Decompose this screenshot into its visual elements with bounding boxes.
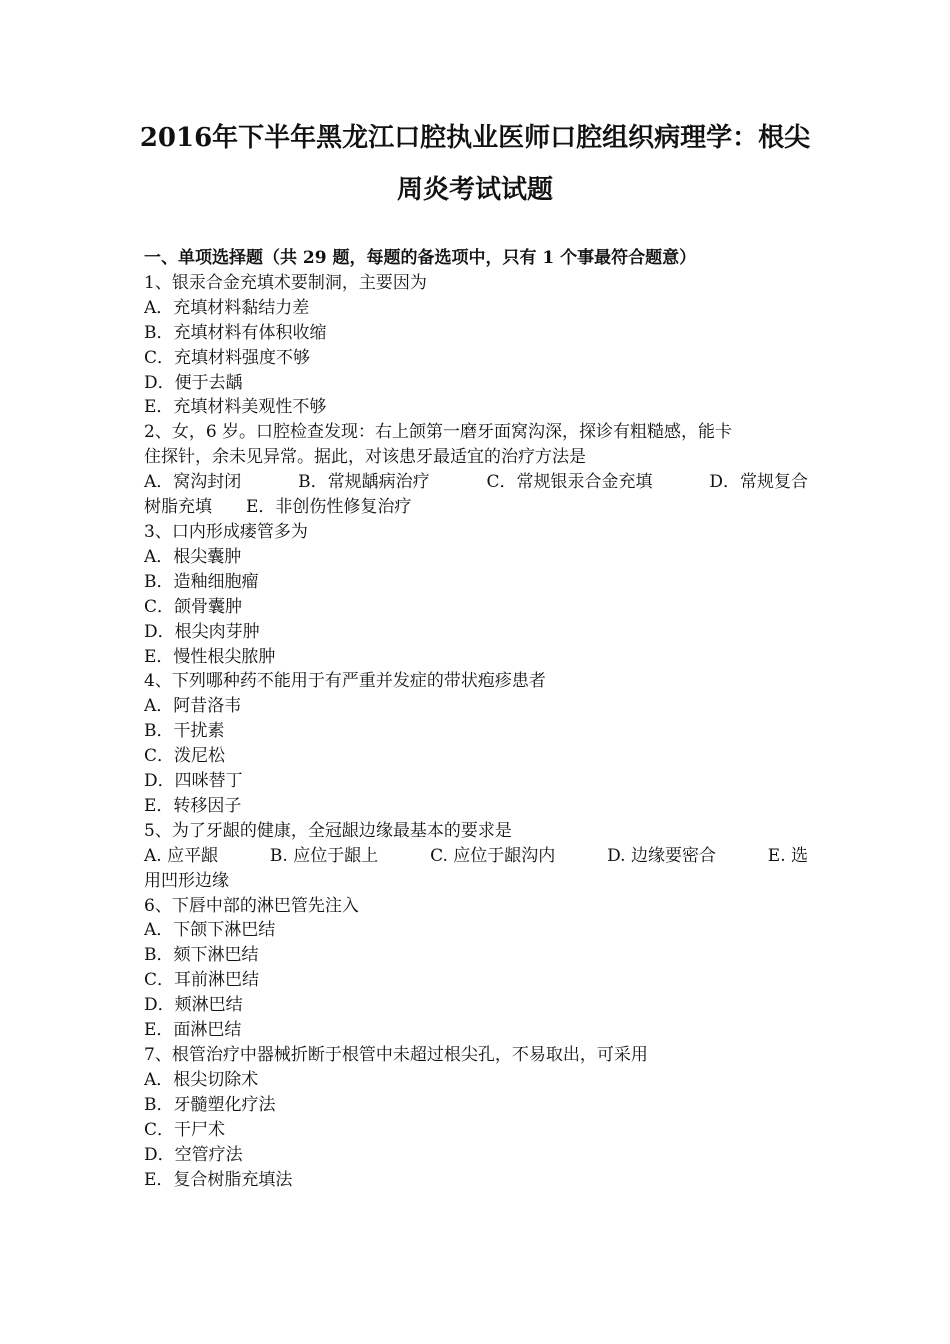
answer-option: A．下颌下淋巴结 — [144, 920, 276, 941]
answer-option: B. 应位于龈上 — [269, 845, 379, 866]
answer-option: D. 边缘要密合 — [607, 845, 716, 866]
answer-options-row — [144, 470, 808, 495]
answer-option: C．耳前淋巴结 — [144, 970, 260, 991]
answer-option: A．阿昔洛韦 — [144, 696, 242, 717]
question-stem: 7、根管治疗中器械折断于根管中未超过根尖孔，不易取出，可采用 — [144, 1045, 648, 1065]
answer-option: A．根尖囊肿 — [144, 546, 242, 567]
answer-option: B．颏下淋巴结 — [144, 945, 259, 966]
question-stem: 4、下列哪种药不能用于有严重并发症的带状疱疹患者 — [144, 671, 546, 692]
section-heading: 一、单项选择题（共 29 题，每题的备选项中，只有 1 个事最符合题意） — [144, 248, 697, 268]
answer-option: C．常规银汞合金充填 — [486, 472, 653, 493]
question-stem: 1、银汞合金充填术要制洞，主要因为 — [144, 272, 427, 293]
answer-option: D．颊淋巴结 — [144, 995, 243, 1016]
title-line-2: 周炎考试试题 — [396, 175, 553, 205]
answer-option: C．充填材料强度不够 — [144, 347, 311, 368]
question-stem: 6、下唇中部的淋巴管先注入 — [144, 895, 359, 916]
title-line-1: 2016年下半年黑龙江口腔执业医师口腔组织病理学：根尖 — [139, 123, 811, 153]
question-stem-continued: 住探针，余未见异常。据此，对该患牙最适宜的治疗方法是 — [144, 447, 586, 468]
answer-option: C. 应位于龈沟内 — [430, 845, 556, 866]
answer-option: A．窝沟封闭 — [144, 472, 242, 493]
answer-option: E. 选 — [767, 845, 808, 866]
answer-option: E．转移因子 — [144, 795, 242, 816]
question-stem: 5、为了牙龈的健康，全冠龈边缘最基本的要求是 — [144, 820, 512, 841]
answer-options-row — [144, 844, 808, 869]
answer-option: B．干扰素 — [144, 721, 225, 742]
answer-option: D．空管疗法 — [144, 1144, 243, 1165]
answer-option: D．四咪替丁 — [144, 771, 243, 792]
answer-option: E．复合树脂充填法 — [144, 1169, 293, 1190]
answer-option: A. 应平龈 — [144, 845, 219, 866]
answer-option: B．造釉细胞瘤 — [144, 571, 259, 592]
answer-option: D．便于去龋 — [144, 372, 243, 393]
answer-option: C．泼尼松 — [144, 746, 226, 767]
answer-option: C．干尸术 — [144, 1119, 226, 1140]
question-stem: 3、口内形成瘘管多为 — [144, 521, 308, 542]
answer-option: B．常规龋病治疗 — [298, 472, 430, 493]
document-title — [130, 112, 820, 216]
answer-options-continued: 树脂充填 E．非创伤性修复治疗 — [144, 497, 412, 518]
answer-option: E．充填材料美观性不够 — [144, 397, 327, 418]
answer-option: E．慢性根尖脓肿 — [144, 646, 276, 667]
answer-option: A．根尖切除术 — [144, 1069, 259, 1090]
answer-option: B．充填材料有体积收缩 — [144, 322, 327, 343]
answer-options-continued: 用凹形边缘 — [144, 870, 229, 891]
answer-option: B．牙髓塑化疗法 — [144, 1094, 276, 1115]
answer-option: D．根尖肉芽肿 — [144, 621, 260, 642]
answer-option: C．颌骨囊肿 — [144, 596, 243, 617]
question-list — [144, 246, 808, 1192]
answer-option: E．面淋巴结 — [144, 1020, 242, 1041]
answer-option: D．常规复合 — [709, 472, 808, 493]
answer-option: A．充填材料黏结力差 — [144, 297, 310, 318]
question-stem: 2、女，6 岁。口腔检查发现：右上颌第一磨牙面窝沟深，探诊有粗糙感，能卡 — [144, 422, 733, 443]
